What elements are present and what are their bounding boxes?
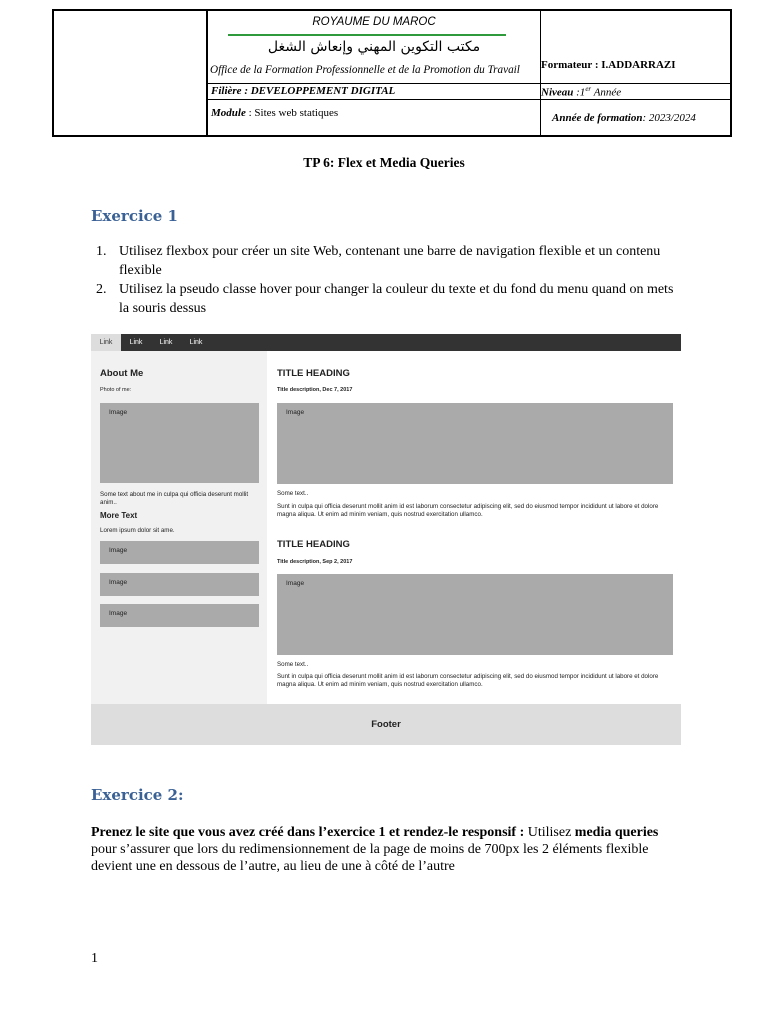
list-text: Utilisez la pseudo classe hover pour changer la couleur du texte et du fond du menu quand on mets la souris dessus [119, 282, 674, 316]
module-label: Module [211, 107, 246, 119]
mockup-image-placeholder: Image [100, 573, 259, 596]
mockup-sidebar [91, 351, 267, 704]
mockup-nav-link: Link [159, 339, 173, 346]
mockup-post-desc: Title description, Sep 2, 2017 [277, 559, 353, 565]
table-divider [206, 83, 732, 84]
formateur-label: Formateur : [541, 59, 602, 71]
niveau-label: Niveau [541, 86, 574, 99]
exercise2-media-queries: media queries [574, 825, 659, 840]
exercise2-text: pour s’assurer que lors du redimensionnement de la page de moins de 700px les 2 éléments flexible devient une en dessous de l’autre, au lieu de une à côté de l’autre [91, 842, 649, 874]
mockup-post-desc: Title description, Dec 7, 2017 [277, 387, 353, 393]
niveau-sup: er [585, 85, 592, 93]
mockup-image-placeholder: Image [277, 574, 673, 655]
header-table [52, 9, 732, 137]
module-value: : Sites web statiques [245, 107, 339, 119]
mockup-image-placeholder: Image [100, 604, 259, 627]
niveau-rest: Année [591, 86, 622, 99]
formateur-field [541, 59, 676, 71]
mockup-post-some-text: Some text.. [277, 490, 309, 497]
mockup-photo-label: Photo of me: [100, 387, 132, 393]
mockup-image-placeholder: Image [100, 403, 259, 483]
page-number: 1 [91, 951, 98, 966]
list-item [91, 280, 681, 318]
list-item [91, 242, 681, 280]
exercise2-heading: Exercice 2: [91, 786, 184, 804]
mockup-post-body: Sunt in culpa qui officia deserunt mollit anim id est laborum consectetur adipiscing elit, sed do eiusmod tempor incididunt ut labore et dolore magna aliqua. Ut enim ad minim veniam, quis nostrud exercitation ullamco. [277, 503, 659, 518]
exercise2-text: Utilisez [527, 825, 575, 840]
mockup-more-title: More Text [100, 511, 138, 520]
mockup-about-title: About Me [100, 368, 144, 379]
niveau-value: :1 [573, 86, 586, 99]
table-divider [540, 11, 541, 135]
mockup-post-body: Sunt in culpa qui officia deserunt mollit anim id est laborum consectetur adipiscing elit, sed do eiusmod tempor incididunt ut labore et dolore magna aliqua. Ut enim ad minim veniam, quis nostrud exercitation ullamco. [277, 673, 659, 688]
annee-field [552, 112, 696, 124]
mockup-post-some-text: Some text.. [277, 661, 309, 668]
filiere-label: Filière [211, 85, 242, 97]
website-mockup-image [91, 334, 681, 745]
formateur-value: I.ADDARRAZI [601, 59, 676, 71]
arabic-logo-text: مكتب التكوين المهني وإنعاش الشغل [267, 39, 481, 55]
green-rule [228, 34, 506, 36]
mockup-nav-link: Link [129, 339, 143, 346]
page-title: TP 6: Flex et Media Queries [303, 155, 465, 170]
module-field [211, 107, 338, 119]
annee-label: Année de formation [552, 112, 643, 124]
mockup-nav-link: Link [189, 339, 203, 346]
exercise1-list [91, 242, 681, 318]
list-number: 2. [96, 282, 107, 297]
annee-value: : 2023/2024 [642, 112, 696, 124]
mockup-about-text: Some text about me in culpa qui officia deserunt mollit anim.. [100, 491, 249, 506]
mockup-nav-link: Link [91, 334, 121, 351]
list-text: Utilisez flexbox pour créer un site Web, contenant une barre de navigation flexible et un contenu flexible [119, 244, 661, 278]
table-divider [206, 11, 208, 135]
filiere-field [211, 85, 395, 97]
table-divider [206, 99, 732, 100]
exercise2-paragraph [91, 824, 681, 875]
mockup-main [267, 351, 681, 704]
exercise1-heading: Exercice 1 [91, 207, 178, 225]
list-number: 1. [96, 244, 107, 259]
mockup-more-text: Lorem ipsum dolor sit ame. [100, 527, 175, 534]
niveau-field [541, 85, 621, 99]
mockup-post-title: TITLE HEADING [277, 368, 350, 379]
mockup-image-placeholder: Image [277, 403, 673, 484]
exercise2-intro: Prenez le site que vous avez créé dans l’exercice 1 et rendez-le responsif : [91, 825, 528, 840]
mockup-footer: Footer [91, 704, 681, 745]
mockup-navbar [91, 334, 681, 351]
mockup-image-placeholder: Image [100, 541, 259, 564]
mockup-post-title: TITLE HEADING [277, 539, 350, 550]
filiere-value: : DEVELOPPEMENT DIGITAL [241, 85, 396, 97]
office-text: Office de la Formation Professionnelle et de la Promotion du Travail [210, 64, 520, 76]
royaume-text: ROYAUME DU MAROC [312, 16, 436, 28]
